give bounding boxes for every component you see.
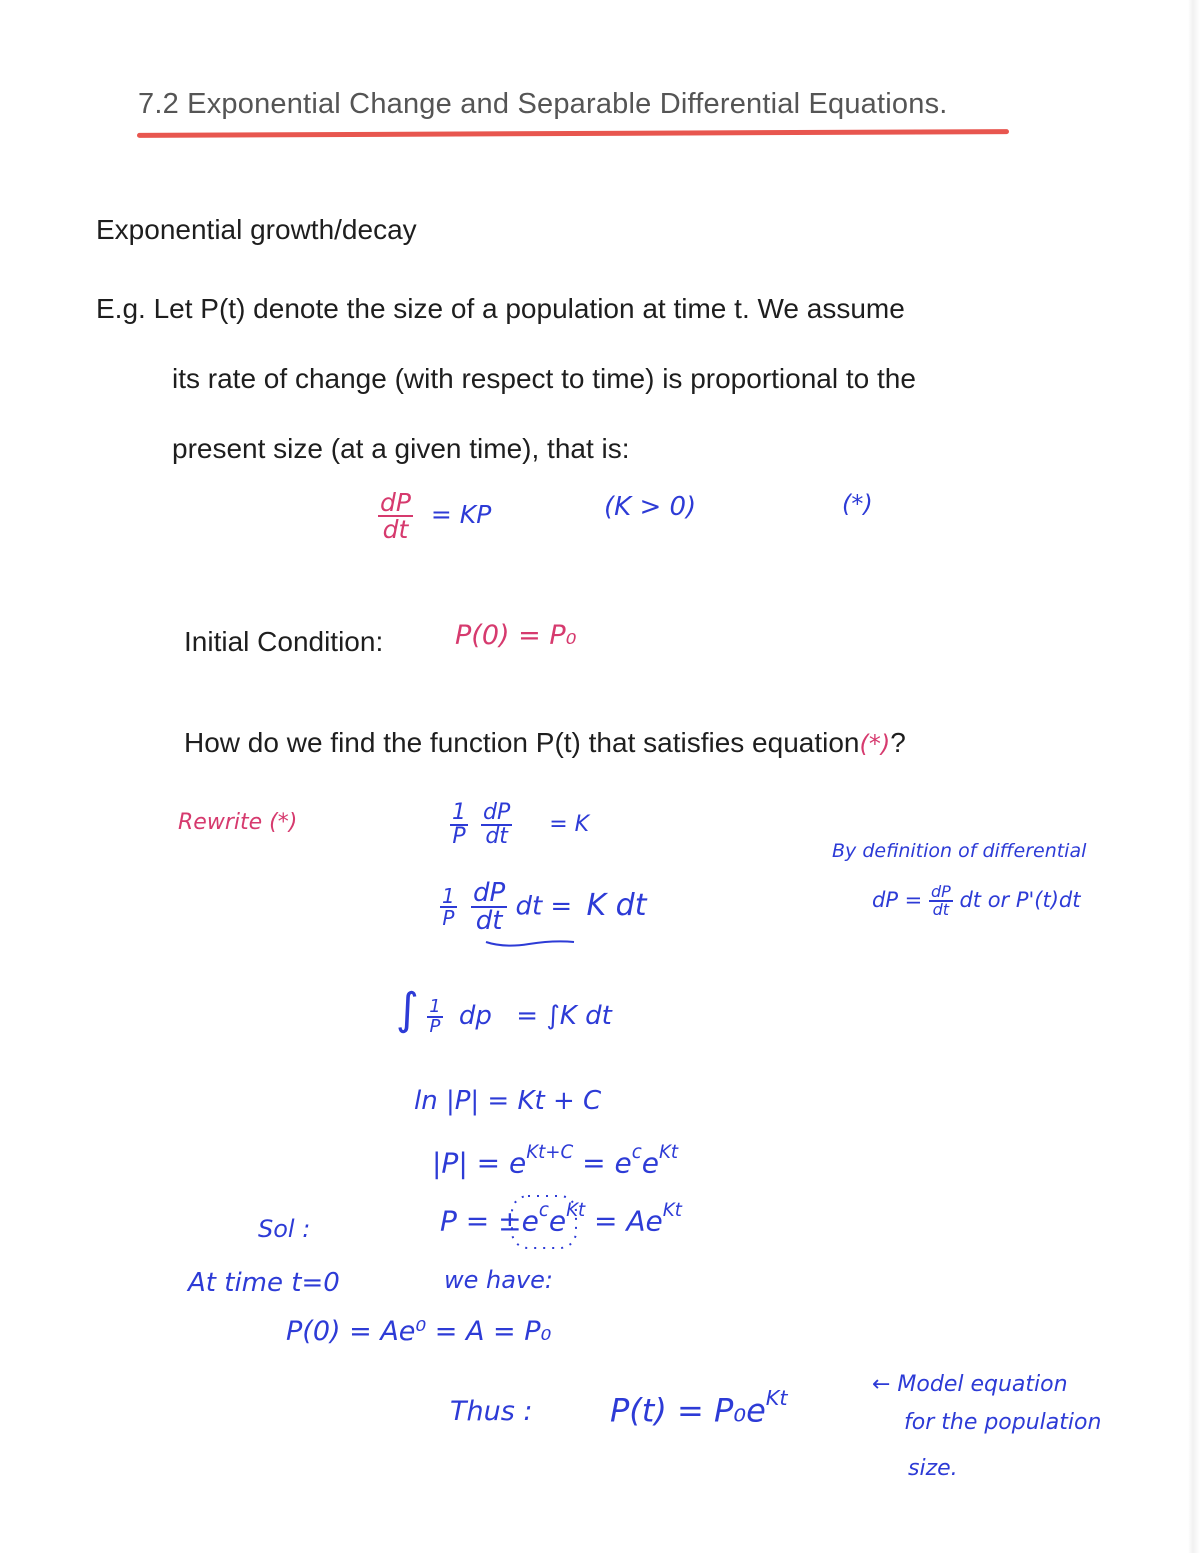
final-result: $P(t) = P_0e^{Kt}$ bbox=[610, 1386, 788, 1430]
step-4: ln |P| = Kt + C bbox=[414, 1086, 602, 1116]
differential-note-title: By definition of differential bbox=[832, 840, 1087, 862]
step-5: $|P| = e^{Kt+C} = e^ce^{Kt}$ bbox=[432, 1142, 679, 1180]
we-have-label: we have: bbox=[444, 1266, 553, 1294]
question-ref: (*) bbox=[859, 730, 891, 758]
model-note-line-1: ← Model equation bbox=[872, 1372, 1068, 1397]
initial-condition-value: P(0) = P₀ bbox=[455, 620, 577, 651]
k-condition: (K > 0) bbox=[604, 492, 697, 522]
model-note-line-2: for the population bbox=[904, 1410, 1102, 1435]
differential-note-formula: dP = $\frac{dP}{dt}$ dt or P'(t)dt bbox=[872, 882, 1081, 919]
equation-tag: (*) bbox=[842, 490, 873, 518]
rewrite-label: Rewrite (*) bbox=[178, 810, 298, 835]
step-2: $\frac{1}{P}$ $\frac{dP}{dt}$ dt = K dt bbox=[442, 878, 647, 936]
section-heading: Exponential growth/decay bbox=[96, 214, 417, 245]
equation-rhs: = KP bbox=[430, 500, 492, 529]
step-2-underbrace bbox=[484, 936, 576, 952]
dotted-box bbox=[508, 1192, 580, 1254]
question bbox=[184, 727, 906, 759]
title-underline bbox=[137, 129, 1009, 138]
step-6: $P = \pm e^ce^{Kt} = Ae^{Kt}$ bbox=[440, 1200, 682, 1238]
thus-label: Thus : bbox=[450, 1396, 533, 1427]
scan-edge bbox=[1188, 0, 1200, 1553]
solution-label: Sol : bbox=[258, 1215, 311, 1243]
page-title: 7.2 Exponential Change and Separable Differential Equations. bbox=[138, 88, 948, 120]
initial-evaluation: P(0) = Ae⁰ = A = P₀ bbox=[286, 1316, 552, 1347]
example-line-1: E.g. Let P(t) denote the size of a population at time t. We assume bbox=[96, 293, 905, 324]
equation-star bbox=[378, 490, 491, 542]
step-3: ∫ $\frac{1}{P}$ dp = ∫K dt bbox=[396, 984, 612, 1037]
question-text: How do we find the function P(t) that satisfies equation bbox=[184, 727, 860, 758]
model-note-line-3: size. bbox=[908, 1456, 958, 1481]
at-time-label: At time t=0 bbox=[188, 1268, 340, 1298]
example-line-3: present size (at a given time), that is: bbox=[172, 433, 630, 464]
step-1: $\frac{1}{P}$ $\frac{dP}{dt}$ = K bbox=[452, 800, 590, 849]
question-mark: ? bbox=[890, 727, 906, 758]
initial-condition-label: Initial Condition: bbox=[184, 626, 384, 657]
example-line-2: its rate of change (with respect to time) is proportional to the bbox=[172, 363, 916, 394]
dp-dt-fraction: $\frac{dP}{dt}$ bbox=[380, 488, 411, 544]
